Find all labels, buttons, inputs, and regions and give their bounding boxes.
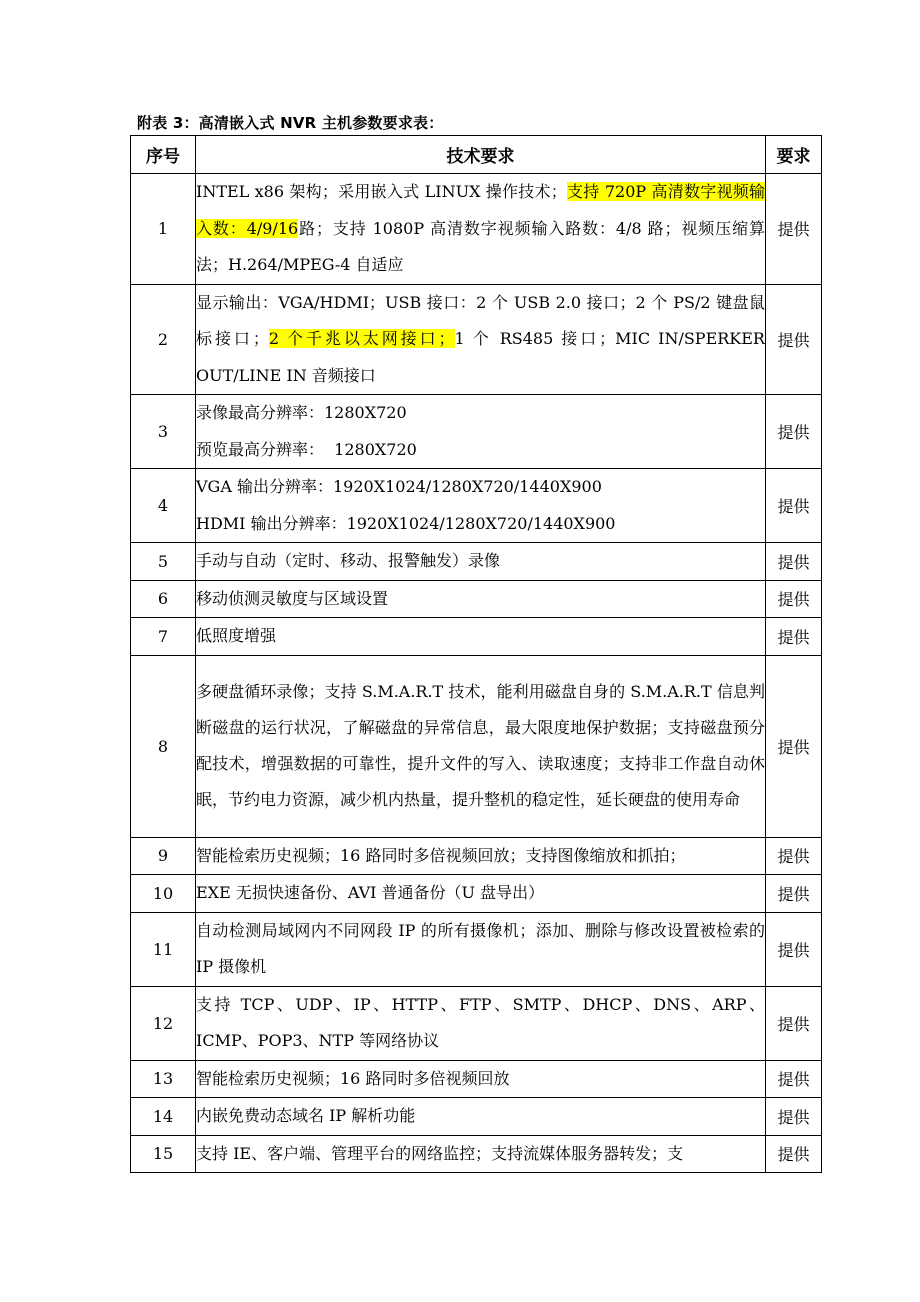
table-row (131, 469, 822, 543)
row-number: 2 (131, 284, 196, 395)
row-requirement: 提供 (766, 580, 822, 618)
row-spec: 智能检索历史视频；16 路同时多倍视频回放 (196, 1060, 766, 1098)
highlighted-text: 支持 720P 高清数字视频输入数：4/9/16 (196, 182, 765, 238)
row-requirement: 提供 (766, 395, 822, 469)
row-requirement: 提供 (766, 618, 822, 656)
table-row (131, 580, 822, 618)
spec-line: VGA 输出分辨率：1920X1024/1280X720/1440X900 (196, 477, 602, 496)
spec-line: 录像最高分辨率：1280X720 (196, 403, 407, 422)
row-spec: 低照度增强 (196, 618, 766, 656)
spec-line: HDMI 输出分辨率：1920X1024/1280X720/1440X900 (196, 513, 616, 533)
row-requirement: 提供 (766, 469, 822, 543)
row-requirement: 提供 (766, 1098, 822, 1136)
row-number: 11 (131, 912, 196, 986)
row-number: 7 (131, 618, 196, 656)
spec-text: 显示输出：VGA/HDMI；USB 接口：2 个 USB 2.0 接口；2 个 PS/2 键盘鼠标接口； (196, 292, 765, 348)
row-number: 1 (131, 174, 196, 285)
spec-text: 1 个 RS485 接口；MIC IN/SPERKER OUT/LINE IN 音频接口 (196, 329, 765, 385)
row-requirement: 提供 (766, 284, 822, 395)
table-row (131, 986, 822, 1060)
row-number: 13 (131, 1060, 196, 1098)
row-number: 9 (131, 837, 196, 875)
table-row (131, 543, 822, 581)
table-caption: 附表 3：高清嵌入式 NVR 主机参数要求表： (137, 114, 444, 132)
highlighted-text: 2 个千兆以太网接口； (268, 329, 455, 348)
row-requirement: 提供 (766, 1135, 822, 1173)
row-requirement: 提供 (766, 837, 822, 875)
table-row (131, 395, 822, 469)
row-number: 5 (131, 543, 196, 581)
row-number: 3 (131, 395, 196, 469)
row-number: 4 (131, 469, 196, 543)
nvr-spec-table (130, 135, 822, 1173)
row-number: 12 (131, 986, 196, 1060)
row-number: 14 (131, 1098, 196, 1136)
table-row (131, 837, 822, 875)
row-number: 6 (131, 580, 196, 618)
table-row (131, 875, 822, 913)
row-requirement: 提供 (766, 174, 822, 285)
row-number: 15 (131, 1135, 196, 1173)
row-spec: 支持 TCP、UDP、IP、HTTP、FTP、SMTP、DHCP、DNS、ARP、ICMP、POP3、NTP 等网络协议 (196, 986, 766, 1060)
table-row (131, 618, 822, 656)
row-requirement: 提供 (766, 1060, 822, 1098)
spec-line: 预览最高分辨率： 1280X720 (196, 439, 417, 459)
row-spec: 智能检索历史视频；16 路同时多倍视频回放；支持图像缩放和抓拍； (196, 837, 766, 875)
row-spec: 手动与自动（定时、移动、报警触发）录像 (196, 543, 766, 581)
row-number: 10 (131, 875, 196, 913)
row-spec: EXE 无损快速备份、AVI 普通备份（U 盘导出） (196, 875, 766, 913)
row-spec: 多硬盘循环录像；支持 S.M.A.R.T 技术，能利用磁盘自身的 S.M.A.R.T 信息判断磁盘的运行状况，了解磁盘的异常信息，最大限度地保护数据；支持磁盘预分配技术，增强数据的可靠性，提升文件的写入、读取速度；支持非工作盘自动休眠，节约电力资源，减少机内热量，提升整机的稳定性，延长硬盘的使用寿命 (196, 655, 766, 837)
spec-text: INTEL x86 架构；采用嵌入式 LINUX 操作技术； (196, 182, 567, 201)
table-row (131, 1098, 822, 1136)
row-spec (196, 174, 766, 285)
row-requirement: 提供 (766, 986, 822, 1060)
row-requirement: 提供 (766, 875, 822, 913)
table-row (131, 284, 822, 395)
row-spec (196, 469, 766, 543)
row-spec: 内嵌免费动态域名 IP 解析功能 (196, 1098, 766, 1136)
row-spec: 支持 IE、客户端、管理平台的网络监控；支持流媒体服务器转发；支 (196, 1135, 766, 1173)
header-no: 序号 (131, 136, 196, 174)
table-row (131, 1135, 822, 1173)
table-row (131, 655, 822, 837)
row-spec (196, 284, 766, 395)
row-requirement: 提供 (766, 543, 822, 581)
header-spec: 技术要求 (196, 136, 766, 174)
row-number: 8 (131, 655, 196, 837)
row-requirement: 提供 (766, 655, 822, 837)
table-header-row (131, 136, 822, 174)
row-spec: 自动检测局域网内不同网段 IP 的所有摄像机；添加、删除与修改设置被检索的 IP 摄像机 (196, 912, 766, 986)
row-requirement: 提供 (766, 912, 822, 986)
row-spec: 移动侦测灵敏度与区域设置 (196, 580, 766, 618)
table-row (131, 1060, 822, 1098)
header-req: 要求 (766, 136, 822, 174)
row-spec (196, 395, 766, 469)
table-row (131, 912, 822, 986)
table-row (131, 174, 822, 285)
spec-text: 路；支持 1080P 高清数字视频输入路数：4/8 路；视频压缩算法；H.264/MPEG-4 自适应 (196, 218, 765, 274)
